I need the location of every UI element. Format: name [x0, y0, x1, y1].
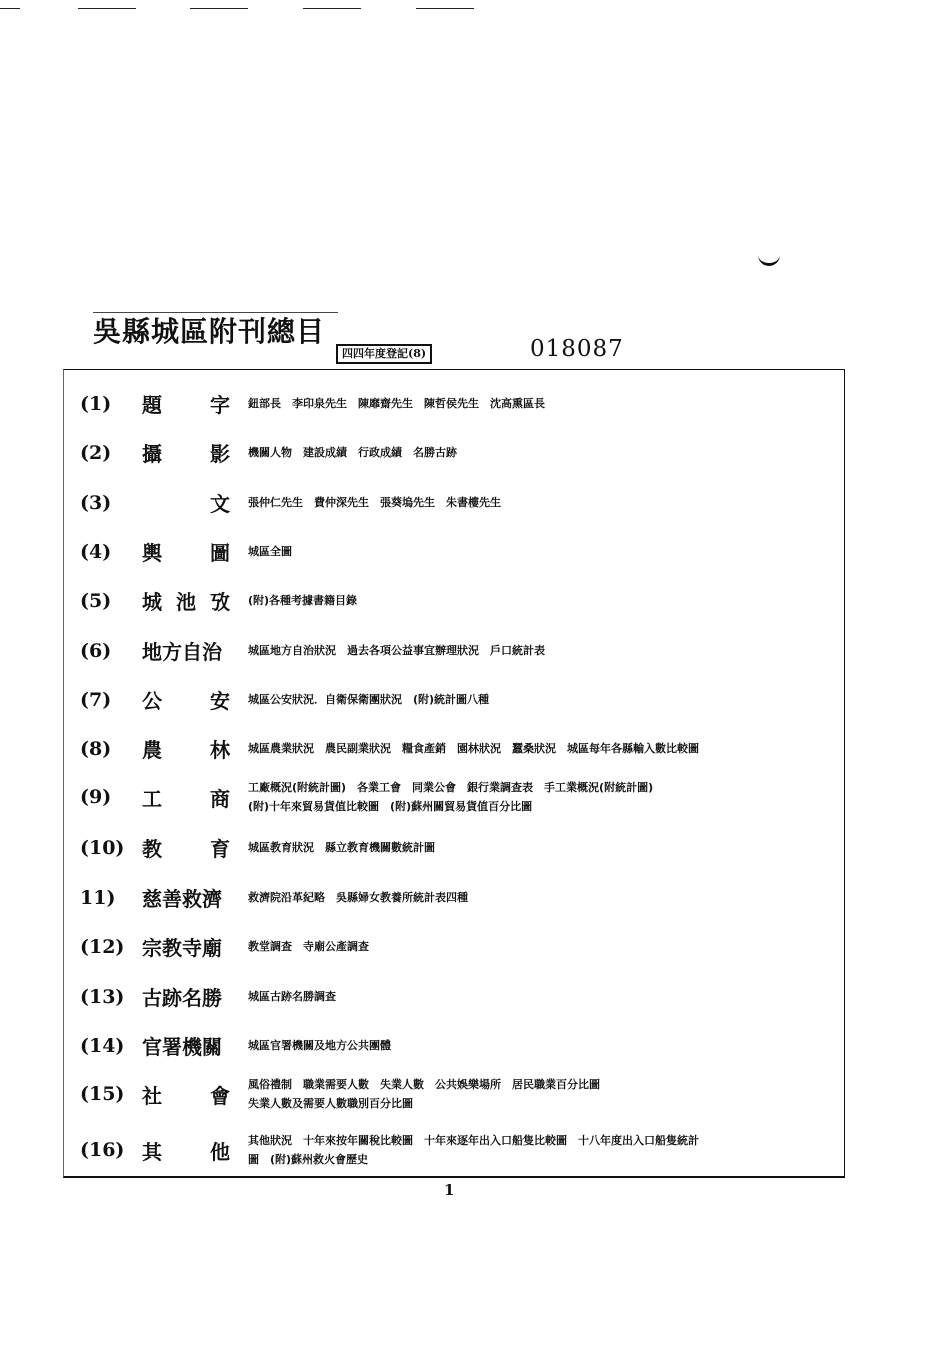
category-char: 字: [210, 393, 230, 417]
document-number: 018087: [530, 336, 624, 362]
description-line: 鈕部長 李印泉先生 陳靡齋先生 陳哲侯先生 沈高熏區長: [248, 397, 545, 410]
category-char: 輿: [142, 541, 162, 565]
top-rule: [303, 8, 361, 9]
list-item: [80, 685, 840, 714]
entry-description: [248, 493, 501, 512]
entry-category: [142, 1136, 230, 1165]
entry-category: [142, 488, 230, 517]
category-char: 公: [142, 689, 162, 713]
entry-number: (16): [80, 1139, 125, 1161]
category-char: 其: [142, 1139, 162, 1164]
category-char: 宗教寺廟: [142, 936, 222, 960]
entry-category: [142, 932, 230, 961]
entry-number: (6): [80, 639, 112, 662]
entry-description: [248, 1036, 391, 1055]
category-char: 商: [210, 786, 230, 811]
category-char: 他: [210, 1139, 230, 1164]
entry-description: [248, 690, 489, 709]
ink-mark: [758, 253, 780, 266]
description-line: 城區農業狀況 農民副業狀況 糧食產銷 園林狀況 蠶桑狀況 城區每年各縣輸入數比較圖: [248, 742, 699, 755]
entry-category: [142, 734, 230, 763]
category-char: 池: [176, 590, 196, 614]
entry-number: (4): [80, 540, 112, 563]
entry-number: (12): [80, 935, 125, 958]
entry-description: [248, 937, 369, 956]
list-item: [80, 1071, 840, 1117]
entry-number: (10): [80, 836, 125, 859]
entry-category: [142, 586, 230, 615]
entry-number: (2): [80, 441, 112, 464]
list-item: [80, 636, 840, 665]
entry-description: [248, 778, 653, 816]
entry-category: [142, 1031, 230, 1060]
entry-number: (7): [80, 688, 112, 711]
entry-description: [248, 394, 545, 413]
page-number: 1: [444, 1181, 455, 1199]
entry-number: (8): [80, 737, 112, 760]
description-line: 圖 (附)蘇州救火會歷史: [248, 1153, 369, 1166]
header: [93, 310, 325, 350]
entry-category: [142, 833, 230, 862]
list-item: [80, 389, 840, 418]
description-line: 城區古跡名勝調查: [248, 990, 336, 1003]
entry-description: [248, 987, 336, 1006]
list-item: [80, 1127, 840, 1173]
entry-description: [248, 542, 292, 561]
category-char: 育: [210, 837, 230, 861]
entry-description: [248, 443, 457, 462]
category-char: 慈善救濟: [142, 887, 222, 911]
category-char: 文: [210, 492, 230, 516]
entry-number: (1): [80, 392, 112, 415]
category-char: 地方自治: [142, 640, 222, 664]
list-item: [80, 982, 840, 1011]
entry-description: [248, 838, 435, 857]
category-char: 教: [142, 837, 162, 861]
list-item: [80, 1031, 840, 1060]
description-line: 城區教育狀況 縣立教育機關數統計圖: [248, 841, 435, 854]
registration-stamp: 四四年度登記(8): [336, 344, 432, 364]
description-line: 城區官署機關及地方公共團體: [248, 1039, 391, 1052]
category-char: 攝: [142, 442, 162, 466]
entry-description: [248, 888, 468, 907]
list-item: [80, 537, 840, 566]
entry-number: (9): [80, 786, 112, 808]
entry-category: [142, 537, 230, 566]
entry-description: [248, 591, 357, 610]
category-char: 工: [142, 786, 162, 811]
entry-description: [248, 1131, 699, 1169]
list-item: [80, 438, 840, 467]
entry-description: [248, 739, 699, 758]
list-item: [80, 833, 840, 862]
description-line: 城區公安狀況．自衛保衛團狀況 (附)統計圖八種: [248, 693, 490, 706]
category-char: 圖: [210, 541, 230, 565]
category-char: 影: [210, 442, 230, 466]
entry-category: [142, 636, 230, 665]
description-line: 機關人物 建設成績 行政成績 名勝古跡: [248, 446, 457, 459]
description-line: 工廠概況(附統計圖) 各業工會 同業公會 銀行業調查表 手工業概況(附統計圖): [248, 781, 654, 794]
list-item: [80, 774, 840, 820]
entry-number: (3): [80, 491, 112, 514]
description-line: 城區全圖: [248, 545, 292, 558]
description-line: 其他狀況 十年來按年關稅比較圖 十年來逐年出入口船隻比較圖 十八年度出入口船隻統計: [248, 1134, 699, 1147]
category-char: 林: [210, 738, 230, 762]
description-line: 張仲仁先生 費仲深先生 張葵塢先生 朱書樓先生: [248, 496, 501, 509]
category-char: 官署機關: [142, 1035, 222, 1059]
category-char: 城: [142, 590, 162, 614]
top-rule: [190, 8, 248, 9]
entry-category: [142, 438, 230, 467]
list-item: [80, 883, 840, 912]
entry-description: [248, 641, 545, 660]
description-line: (附)各種考據書籍目錄: [248, 594, 358, 607]
top-rule: [416, 8, 474, 9]
entry-category: [142, 982, 230, 1011]
description-line: 失業人數及需要人數職別百分比圖: [248, 1097, 413, 1110]
category-char: 題: [142, 393, 162, 417]
list-item: [80, 734, 840, 763]
entry-number: (13): [80, 985, 125, 1008]
entry-description: [248, 1075, 600, 1113]
top-rule: [78, 8, 136, 9]
description-line: 教堂調查 寺廟公產調查: [248, 940, 369, 953]
entry-category: [142, 685, 230, 714]
top-rule: [0, 8, 20, 9]
category-char: 會: [210, 1083, 230, 1108]
category-char: 古跡名勝: [142, 986, 222, 1010]
category-char: 農: [142, 738, 162, 762]
category-char: 安: [210, 689, 230, 713]
entry-category: [142, 883, 230, 912]
description-line: 風俗禮制 職業需要人數 失業人數 公共娛樂場所 居民職業百分比圖: [248, 1078, 600, 1091]
category-char: 社: [142, 1083, 162, 1108]
category-char: 攷: [210, 590, 230, 614]
description-line: 城區地方自治狀況 過去各項公益事宜辦理狀況 戶口統計表: [248, 644, 545, 657]
description-line: (附)十年來貿易貨值比較圖 (附)蘇州關貿易貨值百分比圖: [248, 800, 533, 813]
entry-number: (14): [80, 1034, 125, 1057]
entry-category: [142, 783, 230, 812]
entry-category: [142, 389, 230, 418]
list-item: [80, 586, 840, 615]
entry-number: 11): [80, 886, 116, 909]
page-title: 吳縣城區附刊總目: [93, 315, 326, 348]
entry-number: (5): [80, 589, 112, 612]
description-line: 救濟院沿革紀略 吳縣婦女教養所統計表四種: [248, 891, 468, 904]
list-item: [80, 488, 840, 517]
entry-category: [142, 1080, 230, 1109]
entry-number: (15): [80, 1083, 125, 1105]
list-item: [80, 932, 840, 961]
